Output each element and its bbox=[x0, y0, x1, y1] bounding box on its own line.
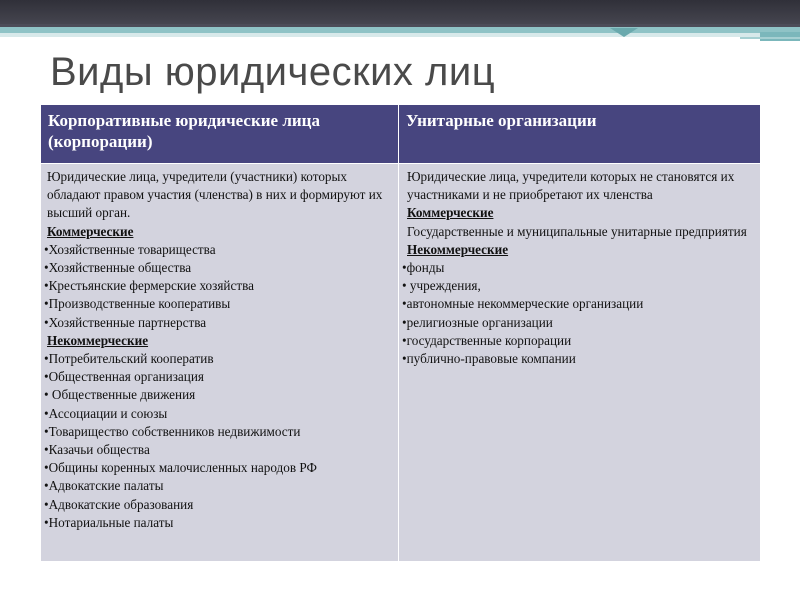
list-item: • Ассоциации и союзы bbox=[44, 405, 394, 423]
unitary-commercial-label: Коммерческие bbox=[407, 205, 494, 221]
banner-accent-triangle bbox=[610, 28, 638, 37]
list-item: • Адвокатские палаты bbox=[44, 477, 394, 495]
header-corporate: Корпоративные юридические лица (корпорации) bbox=[41, 105, 399, 164]
header-unitary: Унитарные организации bbox=[399, 105, 761, 164]
corporate-commercial-label: Коммерческие bbox=[47, 223, 134, 239]
list-item: • Крестьянские фермерские хозяйства bbox=[44, 277, 394, 295]
list-item: • Товарищество собственников недвижимости bbox=[44, 423, 394, 441]
unitary-noncommercial-list bbox=[402, 259, 756, 368]
list-item: • Адвокатские образования bbox=[44, 496, 394, 514]
unitary-noncommercial-label: Некоммерческие bbox=[407, 241, 509, 257]
unitary-description: Юридические лица, учредители которых не становятся их участниками и не приобретают их членства bbox=[407, 169, 735, 203]
slide-title: Виды юридических лиц bbox=[50, 50, 496, 94]
corporate-commercial-list bbox=[44, 241, 394, 332]
cell-unitary bbox=[399, 164, 761, 562]
unitary-commercial-text: Государственные и муниципальные унитарные предприятия bbox=[407, 223, 747, 239]
table-body-row bbox=[41, 164, 761, 562]
corporate-description: Юридические лица, учредители (участники) которых обладают правом участия (членства) в них и формируют их высший орган. bbox=[47, 169, 383, 221]
list-item: • Хозяйственные товарищества bbox=[44, 241, 394, 259]
list-item: • Общественная организация bbox=[44, 368, 394, 386]
list-item: • государственные корпорации bbox=[402, 332, 756, 350]
list-item: • автономные некоммерческие организации bbox=[402, 295, 756, 313]
list-item: • Потребительский кооператив bbox=[44, 350, 394, 368]
comparison-table bbox=[40, 104, 761, 562]
banner-accent-line bbox=[740, 37, 800, 39]
corporate-noncommercial-list bbox=[44, 350, 394, 532]
list-item: • Нотариальные палаты bbox=[44, 514, 394, 532]
list-item: • Общины коренных малочисленных народов РФ bbox=[44, 459, 394, 477]
list-item: • Казачьи общества bbox=[44, 441, 394, 459]
list-item: • Производственные кооперативы bbox=[44, 295, 394, 313]
top-banner bbox=[0, 0, 800, 24]
list-item: • Хозяйственные партнерства bbox=[44, 314, 394, 332]
corporate-noncommercial-label: Некоммерческие bbox=[47, 332, 149, 348]
list-item: • Хозяйственные общества bbox=[44, 259, 394, 277]
list-item: • религиозные организации bbox=[402, 314, 756, 332]
list-item: • публично-правовые компании bbox=[402, 350, 756, 368]
banner-stripe-light bbox=[0, 33, 800, 37]
list-item: • учреждения, bbox=[402, 277, 756, 295]
table-header-row bbox=[41, 105, 761, 164]
list-item: • фонды bbox=[402, 259, 756, 277]
cell-corporate bbox=[41, 164, 399, 562]
list-item: • Общественные движения bbox=[44, 386, 394, 404]
